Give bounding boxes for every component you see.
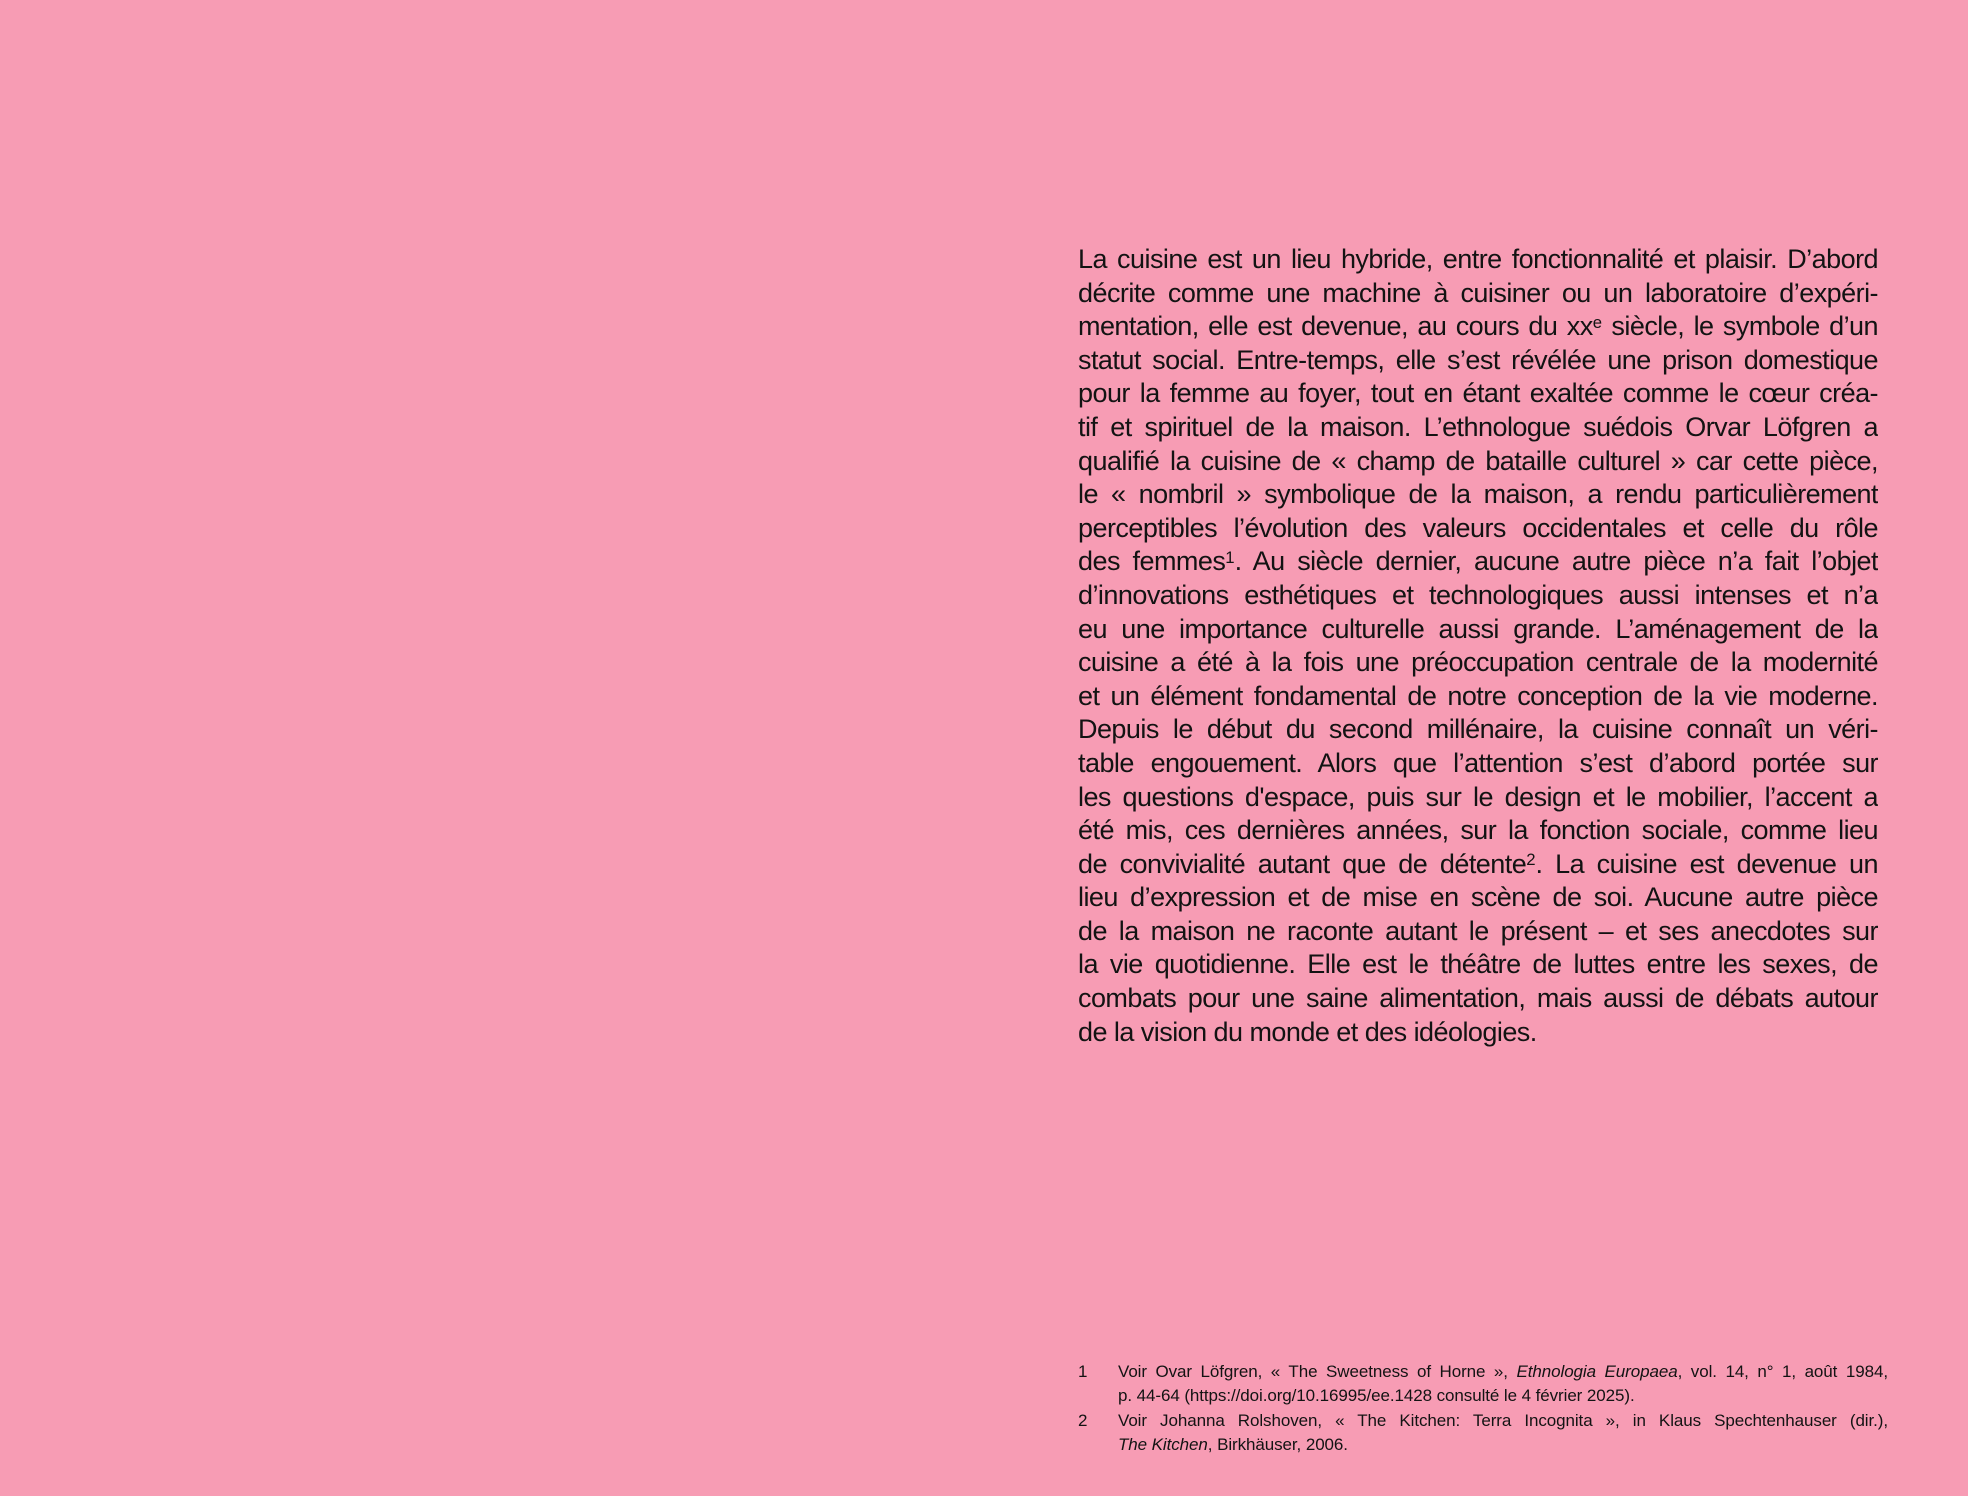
doi-url-text: p. 44-64 (https://doi.org/10.16995/ee.1428 consulté le 4 février 2025). <box>1118 1386 1635 1406</box>
paragraph-line <box>1078 982 1878 1016</box>
line-text: les questions d'espace, puis sur le design et le mobilier, l’accent a <box>1078 781 1878 812</box>
paragraph-line <box>1078 713 1878 747</box>
paragraph-line <box>1078 579 1878 613</box>
footnote-citation: , Birkhäuser, 2006. <box>1207 1434 1348 1454</box>
footnotes-block <box>1078 1360 1888 1457</box>
paragraph-line <box>1078 243 1878 277</box>
line-text: siècle, le symbole d’un <box>1602 311 1878 342</box>
footnote-text <box>1118 1360 1888 1409</box>
paragraph-line <box>1078 680 1878 714</box>
line-text: décrite comme une machine à cuisiner ou un laboratoire d’expéri- <box>1078 277 1878 308</box>
footnote-line <box>1118 1384 1888 1408</box>
line-text: . La cuisine est devenue un <box>1535 848 1878 879</box>
footnote-ref-2: 2 <box>1526 850 1536 870</box>
paragraph-line <box>1078 545 1878 579</box>
paragraph-line <box>1078 1016 1878 1050</box>
footnote-line <box>1118 1360 1888 1384</box>
line-text: perceptibles l’évolution des valeurs occidentales et celle du rôle <box>1078 512 1878 543</box>
paragraph-line <box>1078 411 1878 445</box>
footnote-citation: Voir Ovar Löfgren, « The Sweetness of Horne », <box>1118 1362 1517 1381</box>
footnote-ref-1: 1 <box>1225 547 1235 567</box>
line-text: d’innovations esthétiques et technologiques aussi intenses et n’a <box>1078 579 1878 610</box>
footnote-number: 1 <box>1078 1362 1088 1381</box>
paragraph-line <box>1078 344 1878 378</box>
line-text: combats pour une saine alimentation, mais aussi de débats autour <box>1078 983 1878 1014</box>
line-text: le « nombril » symbolique de la maison, a rendu particulièrement <box>1078 479 1878 510</box>
line-text: de la vision du monde et des idéologies. <box>1078 1016 1537 1047</box>
superscript-century-e: e <box>1592 312 1603 332</box>
paragraph-line <box>1078 948 1878 982</box>
line-text: cuisine a été à la fois une préoccupation centrale de la modernité <box>1078 647 1878 678</box>
paragraph-line <box>1078 277 1878 311</box>
paragraph-line <box>1078 310 1878 344</box>
line-text: La cuisine est un lieu hybride, entre fonctionnalité et plaisir. D’abord <box>1078 244 1878 274</box>
footnote-text <box>1118 1409 1888 1458</box>
line-text: eu une importance culturelle aussi grande. L’aménagement de la <box>1078 613 1878 644</box>
line-text: tif et spirituel de la maison. L’ethnologue suédois Orvar Löfgren a <box>1078 411 1878 442</box>
line-text: statut social. Entre-temps, elle s’est révélée une prison domestique <box>1078 344 1878 375</box>
paragraph-line <box>1078 646 1878 680</box>
line-text: . Au siècle dernier, aucune autre pièce n’a fait l’objet <box>1234 546 1878 577</box>
line-text: été mis, ces dernières années, sur la fonction sociale, comme lieu <box>1078 815 1878 846</box>
book-title: The Kitchen <box>1118 1434 1208 1454</box>
paragraph-line <box>1078 781 1878 815</box>
paragraph-line <box>1078 445 1878 479</box>
paragraph-line <box>1078 377 1878 411</box>
footnote-1 <box>1078 1360 1888 1409</box>
footnote-citation: Voir Johanna Rolshoven, « The Kitchen: Terra Incognita », in Klaus Spechtenhauser (dir.), <box>1118 1410 1888 1430</box>
line-text: des femmes <box>1078 546 1226 577</box>
paragraph-line <box>1078 814 1878 848</box>
footnote-line <box>1118 1409 1888 1433</box>
paragraph-line <box>1078 512 1878 546</box>
line-text: de la maison ne raconte autant le présent – et ses anecdotes sur <box>1078 915 1878 946</box>
footnote-2 <box>1078 1409 1888 1458</box>
line-text: qualifié la cuisine de « champ de bataille culturel » car cette pièce, <box>1078 445 1878 476</box>
line-text: la vie quotidienne. Elle est le théâtre de luttes entre les sexes, de <box>1078 949 1878 980</box>
footnote-line <box>1118 1433 1888 1457</box>
paragraph-line <box>1078 881 1878 915</box>
line-text: pour la femme au foyer, tout en étant exaltée comme le cœur créa- <box>1078 378 1878 409</box>
line-text: lieu d’expression et de mise en scène de soi. Aucune autre pièce <box>1078 882 1878 913</box>
line-text: Depuis le début du second millénaire, la cuisine connaît un véri- <box>1078 714 1878 745</box>
footnote-number: 2 <box>1078 1410 1088 1430</box>
paragraph-line <box>1078 747 1878 781</box>
line-text: et un élément fondamental de notre conception de la vie moderne. <box>1078 680 1878 711</box>
paragraph-line <box>1078 478 1878 512</box>
body-paragraph <box>1078 243 1878 1049</box>
line-text: table engouement. Alors que l’attention s’est d’abord portée sur <box>1078 747 1878 778</box>
paragraph-line <box>1078 915 1878 949</box>
paragraph-line <box>1078 848 1878 882</box>
paragraph-line <box>1078 613 1878 647</box>
journal-title: Ethnologia Europaea <box>1516 1362 1678 1381</box>
line-text: de convivialité autant que de détente <box>1078 848 1527 879</box>
line-text: mentation, elle est devenue, au cours du xx <box>1078 311 1593 342</box>
footnote-citation: , vol. 14, n° 1, août 1984, <box>1677 1362 1888 1381</box>
